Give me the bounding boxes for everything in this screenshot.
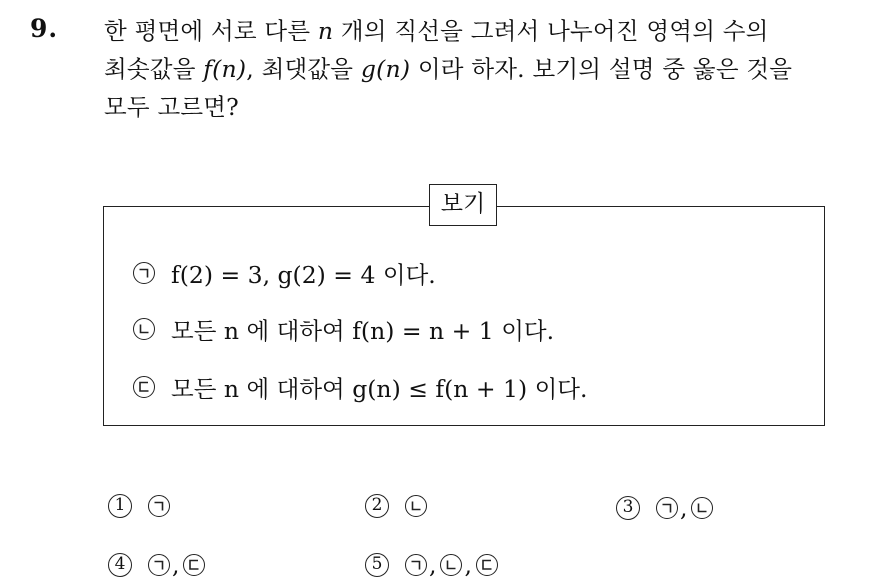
nieun-circle-icon	[133, 318, 155, 340]
stem-text: 모두 고르면?	[104, 93, 239, 121]
giyeok-circle-icon	[148, 495, 170, 517]
math-n: n	[317, 17, 334, 45]
nieun-circle-icon	[440, 554, 462, 576]
choice-number: 5	[365, 553, 389, 577]
question-number: 9.	[30, 14, 59, 43]
comma: ,	[172, 551, 180, 579]
bogi-item-text: 모든 n 에 대하여 f(n) = n + 1 이다.	[171, 317, 555, 345]
nieun-circle-icon	[405, 495, 427, 517]
bogi-item-text: 모든 n 에 대하여 g(n) ≤ f(n + 1) 이다.	[171, 375, 588, 403]
giyeok-circle-icon	[656, 497, 678, 519]
giyeok-circle-icon	[148, 554, 170, 576]
bogi-title: 보기	[429, 184, 497, 226]
choice-3[interactable]	[616, 494, 713, 522]
choice-number: 4	[108, 553, 132, 577]
question-stem	[104, 12, 874, 126]
bogi-item-text: f(2) = 3, g(2) = 4 이다.	[171, 261, 436, 289]
math-gn: g(n)	[360, 55, 411, 83]
digeut-circle-icon	[133, 376, 155, 398]
comma: ,	[680, 494, 688, 522]
bogi-item-digeut	[133, 370, 587, 404]
math-fn: f(n)	[203, 55, 247, 83]
comma: ,	[464, 551, 472, 579]
choice-number: 3	[616, 496, 640, 520]
bogi-item-nieun	[133, 312, 554, 346]
choice-number: 1	[108, 494, 132, 518]
choice-2[interactable]	[365, 494, 427, 518]
stem-line-1	[104, 12, 874, 50]
choice-5[interactable]	[365, 551, 498, 579]
digeut-circle-icon	[476, 554, 498, 576]
stem-text: 개의 직선을 그려서 나누어진 영역의 수의	[333, 17, 769, 45]
giyeok-circle-icon	[405, 554, 427, 576]
stem-text: 이라 하자. 보기의 설명 중 옳은 것을	[410, 55, 793, 83]
stem-line-3	[104, 88, 874, 126]
comma: ,	[429, 551, 437, 579]
stem-line-2	[104, 50, 874, 88]
bogi-item-giyeok	[133, 256, 436, 290]
choice-number: 2	[365, 494, 389, 518]
stem-text: 한 평면에 서로 다른	[104, 17, 318, 45]
choice-1[interactable]	[108, 494, 170, 518]
choice-4[interactable]	[108, 551, 205, 579]
stem-text: 최솟값을	[104, 55, 204, 83]
stem-text: , 최댓값을	[246, 55, 361, 83]
digeut-circle-icon	[183, 554, 205, 576]
nieun-circle-icon	[691, 497, 713, 519]
giyeok-circle-icon	[133, 262, 155, 284]
